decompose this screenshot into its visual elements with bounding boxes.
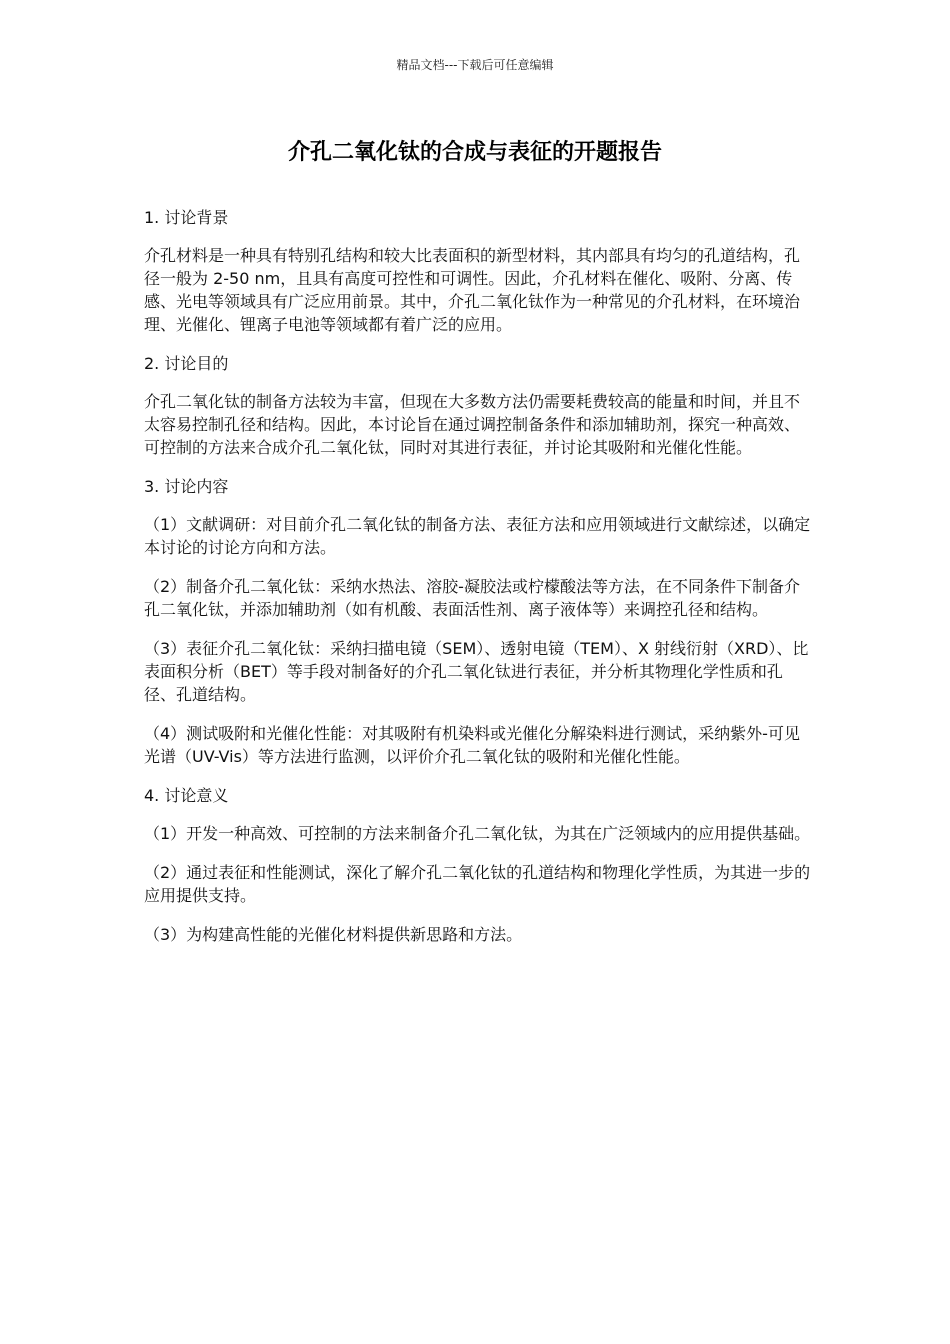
page-header: 精品文档---下载后可任意编辑 bbox=[396, 58, 554, 72]
section-heading-background: 1. 讨论背景 bbox=[144, 208, 229, 227]
document-body bbox=[144, 206, 814, 962]
section-heading-purpose: 2. 讨论目的 bbox=[144, 354, 229, 373]
purpose-paragraph: 介孔二氧化钛的制备方法较为丰富，但现在大多数方法仍需要耗费较高的能量和时间，并且不太容易控制孔径和结构。因此，本讨论旨在通过调控制备条件和添加辅助剂，探究一种高效、可控制的方法来合成介孔二氧化钛，同时对其进行表征，并讨论其吸附和光催化性能。 bbox=[144, 392, 801, 457]
significance-item-2: （2）通过表征和性能测试，深化了解介孔二氧化钛的孔道结构和物理化学性质，为其进一步的应用提供支持。 bbox=[144, 863, 811, 905]
section-heading-content: 3. 讨论内容 bbox=[144, 477, 229, 496]
significance-item-1: （1）开发一种高效、可控制的方法来制备介孔二氧化钛，为其在广泛领域内的应用提供基础。 bbox=[144, 824, 811, 843]
section-heading-significance: 4. 讨论意义 bbox=[144, 786, 229, 805]
content-item-characterization: （3）表征介孔二氧化钛：采纳扫描电镜（SEM）、透射电镜（TEM）、X 射线衍射（XRD）、比表面积分析（BET）等手段对制备好的介孔二氧化钛进行表征，并分析其物理化学性质和孔径、孔道结构。 bbox=[144, 639, 809, 704]
significance-item-3: （3）为构建高性能的光催化材料提供新思路和方法。 bbox=[144, 925, 523, 944]
background-paragraph: 介孔材料是一种具有特别孔结构和较大比表面积的新型材料，其内部具有均匀的孔道结构，孔径一般为 2-50 nm，且具有高度可控性和可调性。因此，介孔材料在催化、吸附、分离、传感、光电等领域具有广泛应用前景。其中，介孔二氧化钛作为一种常见的介孔材料，在环境治理、光催化、锂离子电池等领域都有着广泛的应用。 bbox=[144, 246, 801, 334]
document-title: 介孔二氧化钛的合成与表征的开题报告 bbox=[287, 140, 662, 165]
content-item-literature: （1）文献调研：对目前介孔二氧化钛的制备方法、表征方法和应用领域进行文献综述，以确定本讨论的讨论方向和方法。 bbox=[144, 515, 811, 557]
content-item-performance-test: （4）测试吸附和光催化性能：对其吸附有机染料或光催化分解染料进行测试，采纳紫外-可见光谱（UV-Vis）等方法进行监测，以评价介孔二氧化钛的吸附和光催化性能。 bbox=[144, 724, 800, 766]
content-item-preparation: （2）制备介孔二氧化钛：采纳水热法、溶胶-凝胶法或柠檬酸法等方法，在不同条件下制备介孔二氧化钛，并添加辅助剂（如有机酸、表面活性剂、离子液体等）来调控孔径和结构。 bbox=[144, 577, 800, 619]
